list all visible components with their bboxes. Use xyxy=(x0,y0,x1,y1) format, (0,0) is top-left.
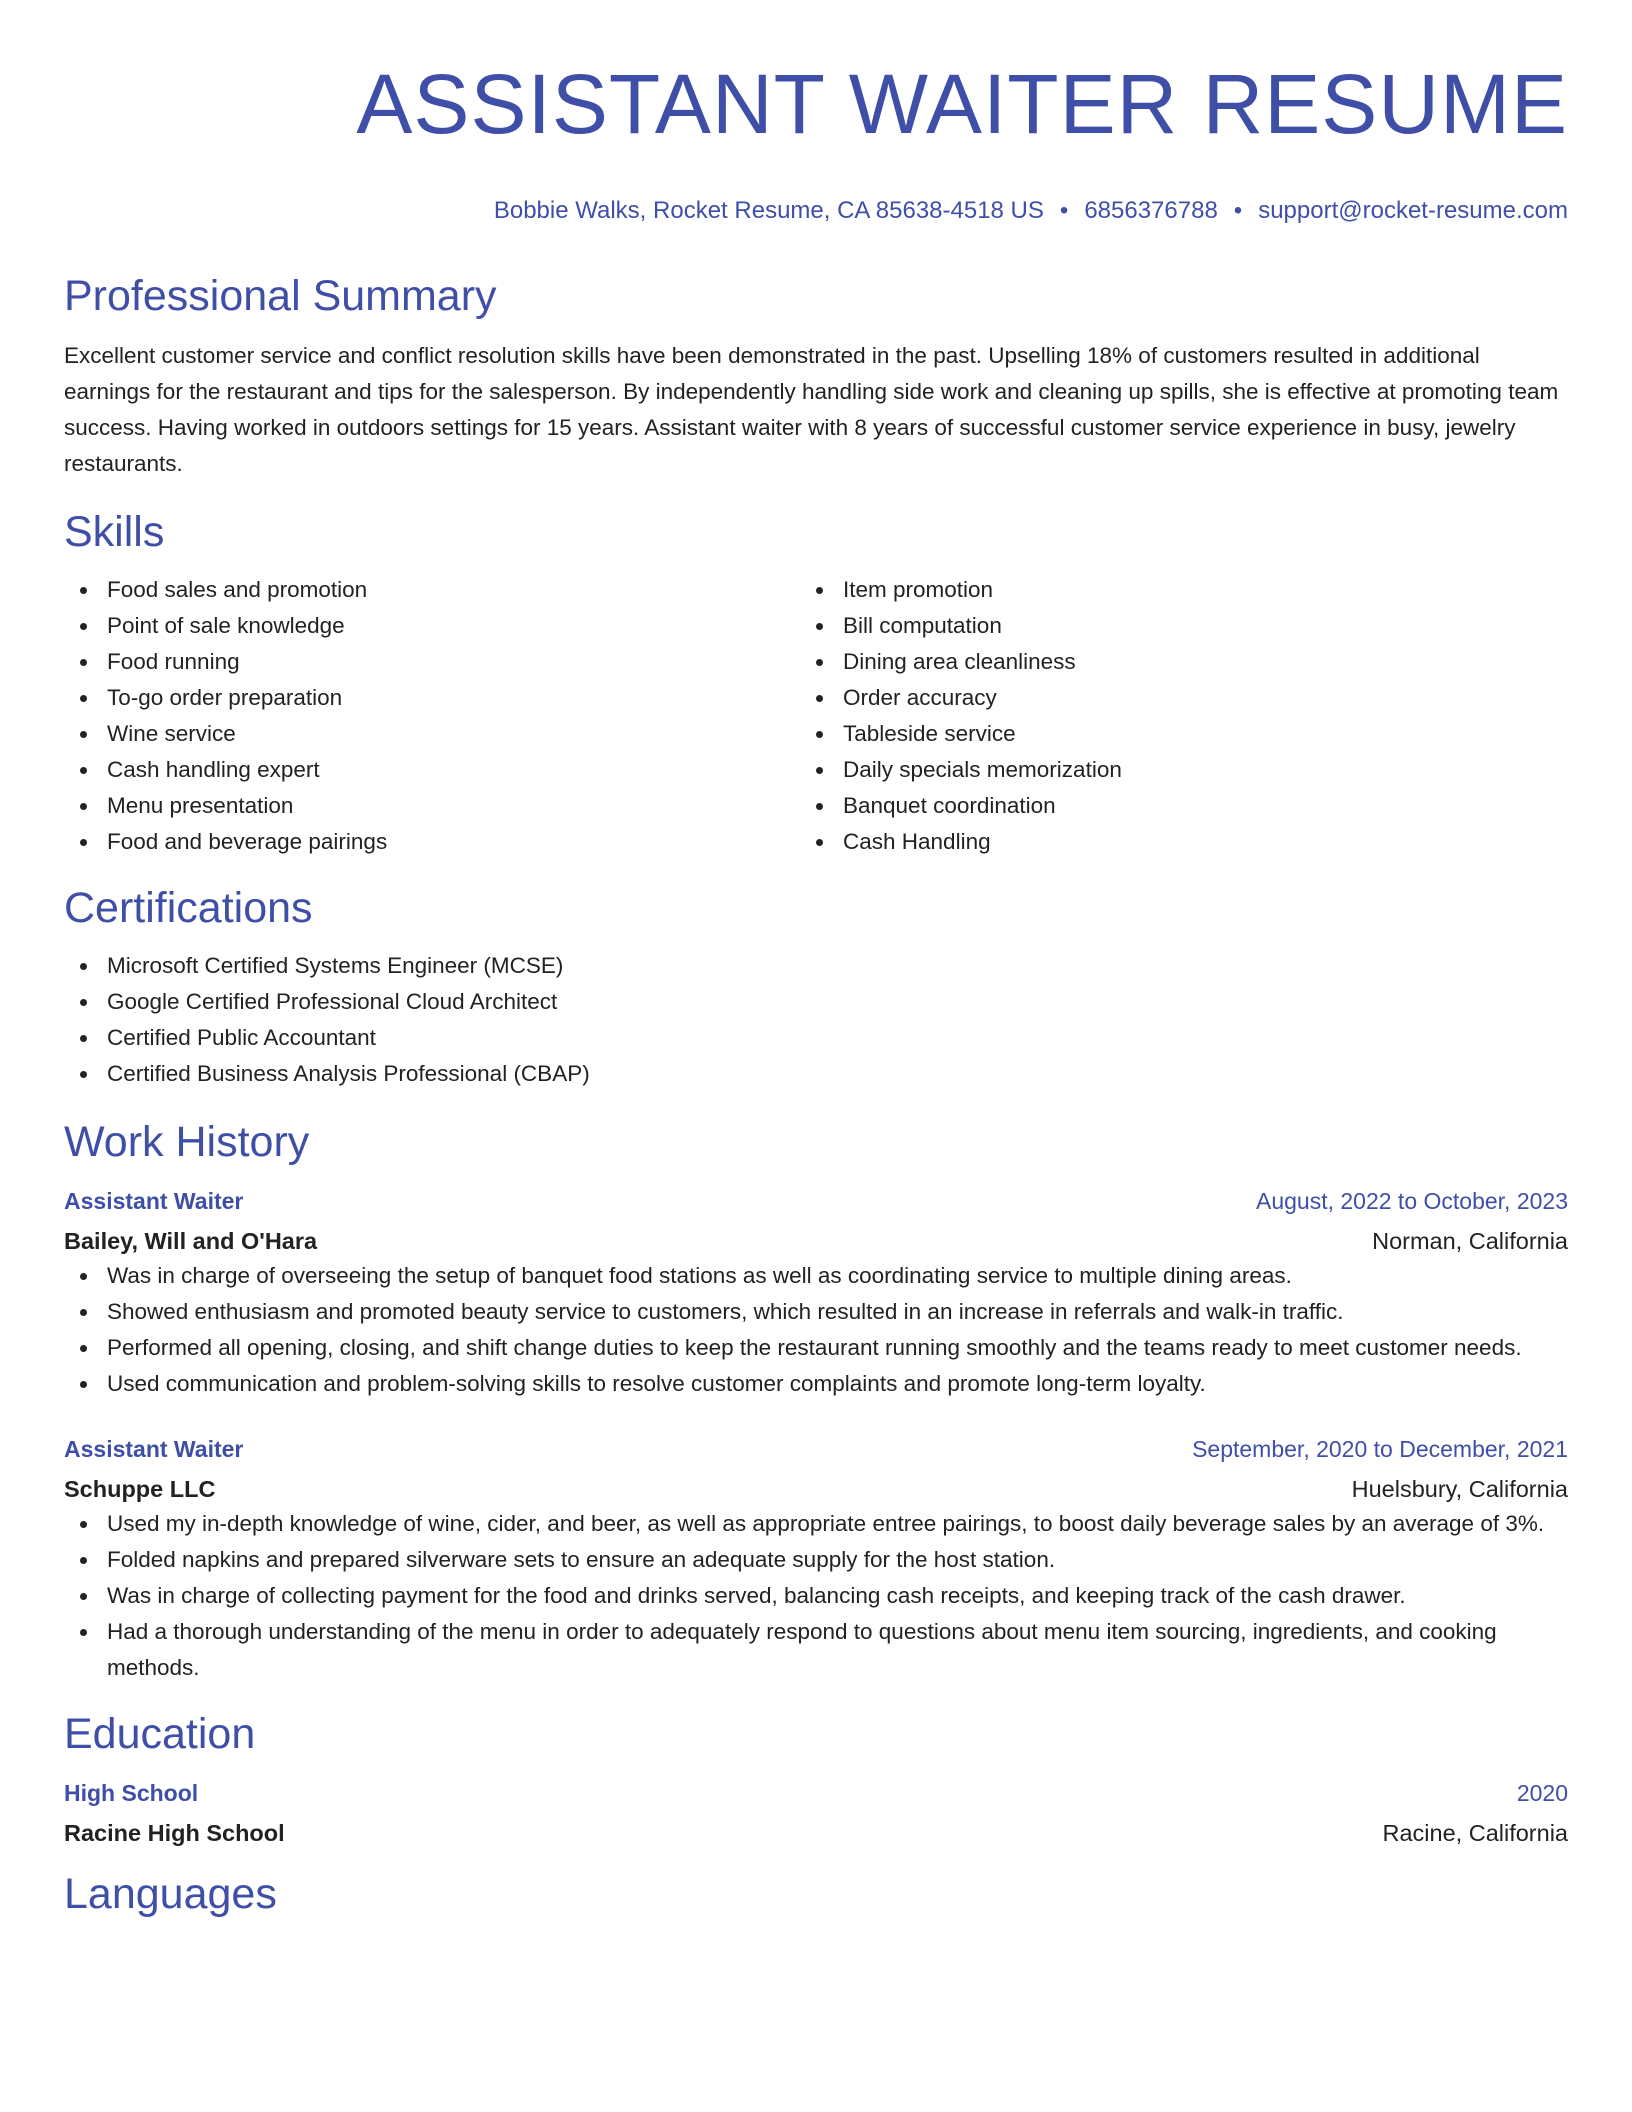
skill-item xyxy=(800,572,1536,608)
summary-text: Excellent customer service and conflict resolution skills have been demonstrated in the past. Upselling 18% of customers resulted in additional earnings for the restaurant and tips for the salesperson. By independently handling side work and cleaning up spills, she is effective at promoting team success. Having worked in outdoors settings for 15 years. Assistant waiter with 8 years of successful customer service experience in busy, jewelry restaurants. xyxy=(64,343,1559,476)
bullet-icon xyxy=(80,1381,87,1388)
education-year: 2020 xyxy=(1516,1780,1568,1806)
section-heading-education: Education xyxy=(64,1710,256,1758)
skill-label: Food sales and promotion xyxy=(107,577,368,602)
skill-item xyxy=(800,716,1536,752)
education-subheader xyxy=(64,1816,1568,1850)
job-bullet-text: Used my in-depth knowledge of wine, cider, and beer, as well as appropriate entree pairings, to boost daily beverage sales by an average of 3%. xyxy=(107,1511,1545,1536)
bullet-icon xyxy=(816,623,823,630)
skill-label: Order accuracy xyxy=(843,685,997,710)
section-heading-skills: Skills xyxy=(64,508,165,556)
skill-label: Cash Handling xyxy=(843,829,991,854)
skill-label: Menu presentation xyxy=(107,793,294,818)
job-bullet-text: Used communication and problem-solving skills to resolve customer complaints and promote long-term loyalty. xyxy=(107,1371,1206,1396)
bullet-icon xyxy=(80,1071,87,1078)
bullet-icon xyxy=(80,623,87,630)
skill-item xyxy=(64,680,800,716)
skill-item xyxy=(800,680,1536,716)
bullet-icon xyxy=(80,999,87,1006)
bullet-icon xyxy=(816,803,823,810)
resume-title: ASSISTANT WAITER RESUME xyxy=(356,57,1568,151)
bullet-icon xyxy=(816,695,823,702)
job-dates: September, 2020 to December, 2021 xyxy=(1192,1436,1568,1462)
job-bullet-text: Was in charge of overseeing the setup of banquet food stations as well as coordinating service to multiple dining areas. xyxy=(107,1263,1292,1288)
education-location: Racine, California xyxy=(1382,1820,1568,1846)
skill-item xyxy=(800,752,1536,788)
certification-label: Microsoft Certified Systems Engineer (MCSE) xyxy=(107,953,564,978)
skill-item xyxy=(64,824,800,860)
bullet-icon xyxy=(80,1521,87,1528)
bullet-icon xyxy=(816,659,823,666)
certification-item xyxy=(64,1056,1568,1092)
job-entry xyxy=(64,1432,1568,1686)
job-bullets xyxy=(64,1506,1568,1686)
bullet-icon xyxy=(80,1593,87,1600)
skills-list-left xyxy=(64,572,800,860)
bullet-icon xyxy=(816,587,823,594)
job-subheader xyxy=(64,1472,1568,1506)
bullet-icon xyxy=(80,731,87,738)
section-heading-work-history: Work History xyxy=(64,1118,310,1166)
certification-item xyxy=(64,984,1568,1020)
skill-label: Wine service xyxy=(107,721,236,746)
certification-item xyxy=(64,1020,1568,1056)
job-bullet-text: Was in charge of collecting payment for the food and drinks served, balancing cash receipts, and keeping track of the cash drawer. xyxy=(107,1583,1406,1608)
job-title: Assistant Waiter xyxy=(64,1188,244,1214)
job-bullet-text: Showed enthusiasm and promoted beauty service to customers, which resulted in an increase in referrals and walk-in traffic. xyxy=(107,1299,1344,1324)
contact-line xyxy=(64,196,1568,226)
skill-label: Food running xyxy=(107,649,240,674)
skill-item xyxy=(64,752,800,788)
skill-label: Dining area cleanliness xyxy=(843,649,1076,674)
bullet-icon xyxy=(80,963,87,970)
job-bullet-text: Folded napkins and prepared silverware sets to ensure an adequate supply for the host station. xyxy=(107,1547,1056,1572)
bullet-icon xyxy=(80,587,87,594)
job-bullet-text: Had a thorough understanding of the menu in order to adequately respond to questions about menu item sourcing, ingredients, and cooking methods. xyxy=(107,1619,1497,1680)
skill-label: Item promotion xyxy=(843,577,994,602)
skill-item xyxy=(64,572,800,608)
skill-item xyxy=(64,716,800,752)
skill-label: Cash handling expert xyxy=(107,757,320,782)
job-bullet-text: Performed all opening, closing, and shift change duties to keep the restaurant running smoothly and the teams ready to meet customer needs. xyxy=(107,1335,1522,1360)
certification-item xyxy=(64,948,1568,984)
education-school: Racine High School xyxy=(64,1820,285,1846)
job-subheader xyxy=(64,1224,1568,1258)
certifications-list xyxy=(64,948,1568,1092)
job-location: Huelsbury, California xyxy=(1351,1476,1568,1502)
job-bullet xyxy=(64,1258,1568,1294)
bullet-icon xyxy=(80,695,87,702)
certification-label: Certified Business Analysis Professional (CBAP) xyxy=(107,1061,590,1086)
skill-label: Banquet coordination xyxy=(843,793,1056,818)
job-bullet xyxy=(64,1366,1568,1402)
bullet-icon xyxy=(816,839,823,846)
bullet-icon xyxy=(80,839,87,846)
bullet-icon xyxy=(80,1345,87,1352)
job-bullet xyxy=(64,1330,1568,1366)
bullet-icon xyxy=(80,767,87,774)
education-degree: High School xyxy=(64,1780,199,1806)
contact-separator: • xyxy=(1233,197,1243,224)
contact-email[interactable]: support@rocket-resume.com xyxy=(1258,197,1568,224)
job-entry xyxy=(64,1184,1568,1402)
education-header xyxy=(64,1776,1568,1810)
job-title: Assistant Waiter xyxy=(64,1436,244,1462)
education-entry xyxy=(64,1776,1568,1850)
bullet-icon xyxy=(816,767,823,774)
certification-label: Google Certified Professional Cloud Architect xyxy=(107,989,558,1014)
skill-item xyxy=(800,608,1536,644)
bullet-icon xyxy=(80,1273,87,1280)
job-header xyxy=(64,1432,1568,1466)
job-bullet xyxy=(64,1506,1568,1542)
skill-label: Food and beverage pairings xyxy=(107,829,388,854)
section-heading-summary: Professional Summary xyxy=(64,272,497,320)
job-bullets xyxy=(64,1258,1568,1402)
skill-item xyxy=(800,644,1536,680)
job-company: Bailey, Will and O'Hara xyxy=(64,1228,318,1254)
job-company: Schuppe LLC xyxy=(64,1476,216,1502)
job-bullet xyxy=(64,1614,1568,1686)
job-location: Norman, California xyxy=(1372,1228,1568,1254)
skill-item xyxy=(64,608,800,644)
section-heading-languages: Languages xyxy=(64,1870,277,1918)
skills-columns xyxy=(64,572,1568,860)
bullet-icon xyxy=(80,1035,87,1042)
skill-item xyxy=(64,644,800,680)
skill-label: To-go order preparation xyxy=(107,685,343,710)
certification-label: Certified Public Accountant xyxy=(107,1025,376,1050)
contact-phone: 6856376788 xyxy=(1084,197,1218,224)
contact-address: Bobbie Walks, Rocket Resume, CA 85638-4518 US xyxy=(493,197,1044,224)
skill-item xyxy=(64,788,800,824)
contact-separator: • xyxy=(1059,197,1069,224)
job-header xyxy=(64,1184,1568,1218)
job-bullet xyxy=(64,1542,1568,1578)
skills-list-right xyxy=(800,572,1536,860)
job-bullet xyxy=(64,1294,1568,1330)
job-bullet xyxy=(64,1578,1568,1614)
skill-label: Bill computation xyxy=(843,613,1002,638)
bullet-icon xyxy=(816,731,823,738)
section-heading-certifications: Certifications xyxy=(64,884,313,932)
bullet-icon xyxy=(80,1629,87,1636)
job-dates: August, 2022 to October, 2023 xyxy=(1255,1188,1568,1214)
skill-item xyxy=(800,788,1536,824)
skill-item xyxy=(800,824,1536,860)
skill-label: Tableside service xyxy=(843,721,1016,746)
skill-label: Point of sale knowledge xyxy=(107,613,345,638)
bullet-icon xyxy=(80,803,87,810)
bullet-icon xyxy=(80,1309,87,1316)
bullet-icon xyxy=(80,659,87,666)
bullet-icon xyxy=(80,1557,87,1564)
skill-label: Daily specials memorization xyxy=(843,757,1122,782)
